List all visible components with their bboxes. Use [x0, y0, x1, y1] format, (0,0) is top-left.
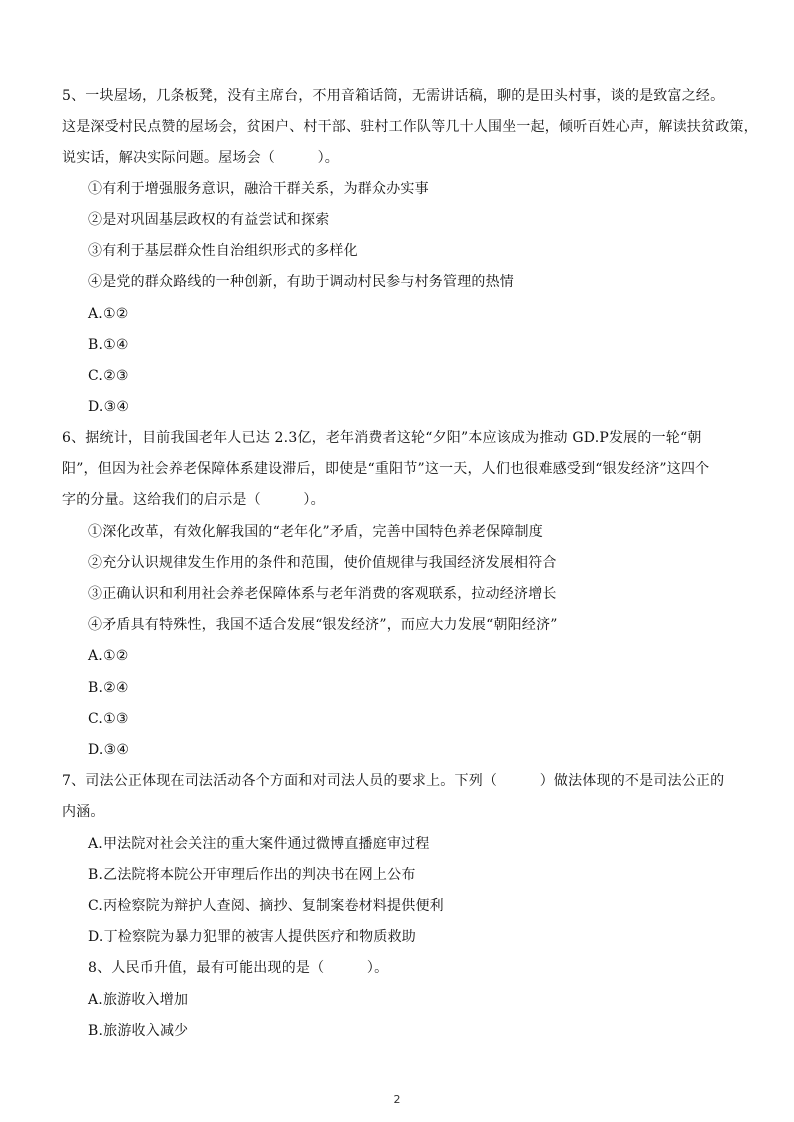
- q5-stem-line-2: 这是深受村民点赞的屋场会，贫困户、村干部、驻村工作队等几十人围坐一起，倾听百姓心声，解读扶贫政策，: [62, 119, 758, 135]
- q7-option-c: C.丙检察院为辩护人查阅、摘抄、复制案卷材料提供便利: [88, 898, 444, 914]
- q7-option-d: D.丁检察院为暴力犯罪的被害人提供医疗和物质救助: [88, 929, 416, 945]
- q7-stem-line-2: 内涵。: [62, 804, 105, 820]
- q5-option-d: D.③④: [88, 399, 130, 415]
- q5-option-b: B.①④: [88, 337, 129, 353]
- q6-stem-line-1: 6、据统计，目前我国老年人已达 2.3亿，老年消费者这轮“夕阳”本应该成为推动 GD.P发展的一轮“朝: [62, 430, 702, 446]
- q6-option-b: B.②④: [88, 680, 129, 696]
- q6-statement-2: ②充分认识规律发生作用的条件和范围，使价值规律与我国经济发展相符合: [88, 555, 557, 571]
- q6-statement-3: ③正确认识和利用社会养老保障体系与老年消费的客观联系，拉动经济增长: [88, 586, 557, 602]
- q5-statement-3: ③有利于基层群众性自治组织形式的多样化: [88, 243, 358, 259]
- q7-stem-line-1: 7、司法公正体现在司法活动各个方面和对司法人员的要求上。下列（ ）做法体现的不是司法公正的: [62, 773, 725, 789]
- q6-option-c: C.①③: [88, 711, 129, 727]
- q6-stem-line-2: 阳”，但因为社会养老保障体系建设滞后，即使是“重阳节”这一天，人们也很难感受到“银发经济”这四个: [62, 461, 710, 477]
- q5-statement-1: ①有利于增强服务意识，融洽干群关系，为群众办实事: [88, 181, 429, 197]
- q8-stem-line-1: 8、人民币升值，最有可能出现的是（ ）。: [88, 960, 389, 976]
- q6-option-a: A.①②: [88, 648, 129, 664]
- q5-statement-4: ④是党的群众路线的一种创新，有助于调动村民参与村务管理的热情: [88, 274, 514, 290]
- q6-statement-4: ④矛盾具有特殊性，我国不适合发展“银发经济”，而应大力发展“朝阳经济”: [88, 617, 558, 633]
- q6-statement-1: ①深化改革，有效化解我国的“老年化”矛盾，完善中国特色养老保障制度: [88, 524, 543, 540]
- q6-option-d: D.③④: [88, 742, 130, 758]
- q8-option-b: B.旅游收入减少: [88, 1023, 189, 1039]
- page-number: 2: [393, 1093, 401, 1106]
- q6-stem-line-3: 字的分量。这给我们的启示是（ ）。: [62, 492, 325, 508]
- q7-option-b: B.乙法院将本院公开审理后作出的判决书在网上公布: [88, 867, 416, 883]
- q5-option-c: C.②③: [88, 368, 129, 384]
- q5-option-a: A.①②: [88, 306, 129, 322]
- q5-stem-line-1: 5、一块屋场，几条板凳，没有主席台，不用音箱话筒，无需讲话稿，聊的是田头村事，谈的是致富之经。: [62, 88, 725, 104]
- q7-option-a: A.甲法院对社会关注的重大案件通过微博直播庭审过程: [88, 836, 430, 852]
- q5-statement-2: ②是对巩固基层政权的有益尝试和探索: [88, 212, 330, 228]
- q5-stem-line-3: 说实话，解决实际问题。屋场会（ ）。: [62, 150, 339, 166]
- q8-option-a: A.旅游收入增加: [88, 992, 189, 1008]
